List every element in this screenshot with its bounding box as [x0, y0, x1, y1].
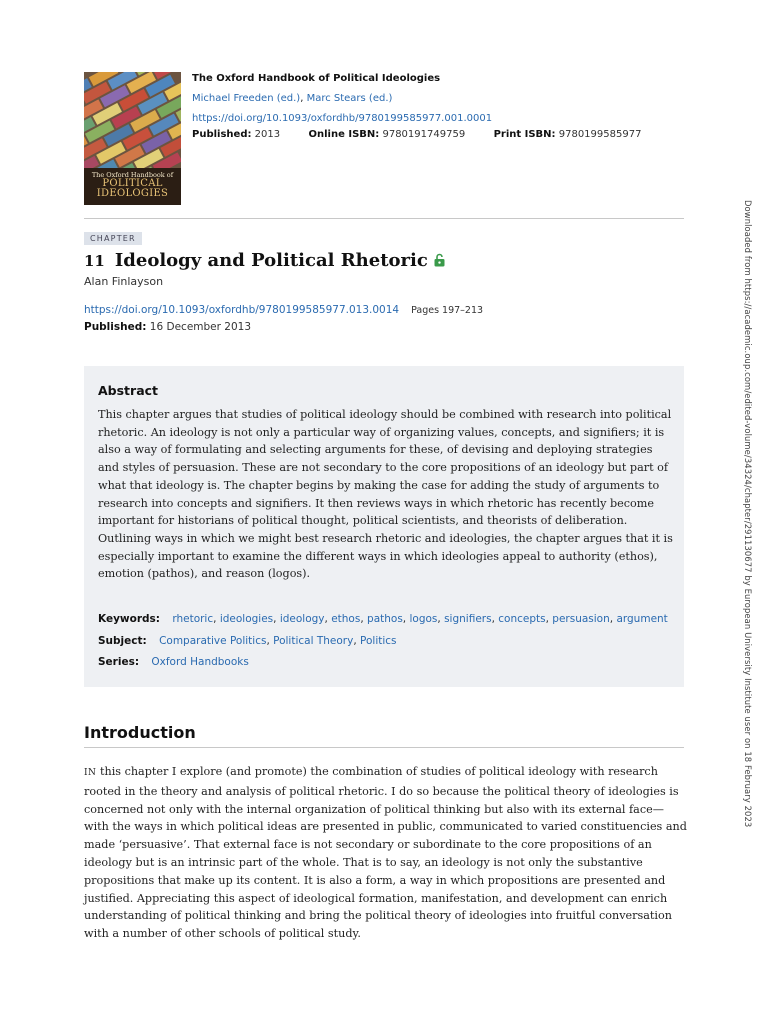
chapter-doi-row	[84, 304, 483, 316]
header-divider	[84, 218, 684, 219]
list-separator: ,	[491, 613, 499, 625]
book-doi-link[interactable]: https://doi.org/10.1093/oxfordhb/9780199585977.001.0001	[192, 113, 493, 124]
list-separator: ,	[609, 613, 617, 625]
subject-row	[98, 635, 397, 647]
book-publication-info	[192, 128, 641, 142]
introduction-text: this chapter I explore (and promote) the combination of studies of political ideology with research rooted in the theory and analysis of political rhetoric. I do so because the political theory of ideologies is concerned not only with the internal organization of political thinking but also with its external face—with the ways in which political ideas are presented in public, communicated to varied constituencies and made ‘persuasive’. That external face is not secondary or subordinate to the core propositions of an ideology but is an intrinsic part of the whole. That is to say, an ideology is not only the substantive propositions that make up its content. It is also a form, a way in which propositions are presented and justified. Appreciating this aspect of ideological formation, manifestation, and development can enrich understanding of political thinking and bring the political theory of ideologies into fruitful conversation with a number of other schools of political study.	[84, 765, 687, 941]
chapter-published-value: 16 December 2013	[149, 321, 252, 333]
cover-subtitle: The Oxford Handbook of	[91, 171, 174, 179]
editor-link-stears[interactable]: Marc Stears (ed.)	[306, 93, 393, 104]
keyword-link[interactable]: pathos	[367, 613, 403, 625]
list-separator: ,	[402, 613, 410, 625]
subject-link[interactable]: Politics	[360, 635, 397, 647]
series-list	[151, 656, 248, 668]
subject-label: Subject:	[98, 635, 147, 647]
chapter-doi-link[interactable]: https://doi.org/10.1093/oxfordhb/9780199585977.013.0014	[84, 304, 400, 316]
keyword-link[interactable]: persuasion	[552, 613, 610, 625]
editor-link-freeden[interactable]: Michael Freeden (ed.)	[192, 93, 301, 104]
cover-title-block	[84, 168, 181, 205]
cover-title-line2: IDEOLOGIES	[96, 188, 169, 199]
chapter-badge: CHAPTER	[84, 232, 142, 245]
chapter-author[interactable]: Alan Finlayson	[84, 275, 164, 288]
book-metadata	[192, 72, 641, 142]
keyword-link[interactable]: rhetoric	[172, 613, 214, 625]
chapter-published-label: Published:	[84, 321, 147, 333]
chapter-title-text: Ideology and Political Rhetoric	[114, 250, 428, 271]
abstract-panel	[84, 366, 684, 687]
series-link[interactable]: Oxford Handbooks	[151, 656, 249, 668]
introduction-paragraph	[84, 763, 688, 943]
keywords-list	[172, 613, 667, 625]
keyword-link[interactable]: ideologies	[219, 613, 274, 625]
list-separator: ,	[545, 613, 553, 625]
series-row	[98, 656, 249, 668]
print-isbn-value: 9780199585977	[558, 129, 642, 140]
abstract-heading: Abstract	[98, 383, 159, 398]
book-published-value: 2013	[254, 129, 281, 140]
list-separator: ,	[266, 635, 274, 647]
list-separator: ,	[353, 635, 361, 647]
introduction-divider	[84, 747, 684, 748]
cover-title-line1: POLITICAL	[102, 178, 163, 189]
subject-list	[159, 635, 396, 647]
keyword-link[interactable]: ideology	[279, 613, 325, 625]
online-isbn-label: Online ISBN:	[308, 129, 380, 140]
chapter-published	[84, 321, 251, 333]
chapter-pages: Pages 197–213	[411, 305, 484, 316]
introduction-heading: Introduction	[84, 723, 196, 742]
print-isbn-label: Print ISBN:	[493, 129, 556, 140]
book-title[interactable]: The Oxford Handbook of Political Ideologies	[192, 73, 441, 84]
book-header	[84, 72, 684, 207]
keyword-link[interactable]: argument	[616, 613, 668, 625]
book-cover-image[interactable]	[84, 72, 181, 205]
list-separator: ,	[437, 613, 445, 625]
list-separator: ,	[213, 613, 220, 625]
keywords-label: Keywords:	[98, 613, 160, 625]
download-notice: Downloaded from https://academic.oup.com/edited-volume/34324/chapter/291130677 by European University Institute user on 18 February 2023	[743, 200, 753, 828]
online-isbn-value: 9780191749759	[382, 129, 466, 140]
subject-link[interactable]: Comparative Politics	[159, 635, 267, 647]
list-separator: ,	[324, 613, 332, 625]
chapter-number: 11	[84, 252, 105, 270]
keyword-link[interactable]: logos	[409, 613, 438, 625]
subject-link[interactable]: Political Theory	[273, 635, 354, 647]
book-editors	[192, 92, 641, 106]
keywords-row	[98, 613, 668, 625]
open-access-lock-icon	[434, 251, 445, 272]
keyword-link[interactable]: ethos	[331, 613, 361, 625]
book-published-label: Published:	[192, 129, 252, 140]
list-separator: ,	[360, 613, 368, 625]
introduction-lead: IN	[84, 768, 97, 778]
book-doi-row	[192, 112, 641, 126]
keyword-link[interactable]: concepts	[498, 613, 546, 625]
series-label: Series:	[98, 656, 140, 668]
editor-separator: ,	[300, 93, 307, 104]
chapter-title	[84, 250, 445, 272]
cover-brick-pattern	[84, 72, 181, 168]
abstract-text: This chapter argues that studies of political ideology should be combined with research into political rhetoric. An ideology is not only a particular way of organizing values, concepts, and signifiers; it is also a way of formulating and selecting arguments for these, of devising and deploying strategies and styles of persuasion. These are not secondary to the core propositions of an ideology but part of what that ideology is. The chapter begins by making the case for adding the study of arguments to research into concepts and signifiers. It then reviews ways in which rhetoric has recently become important for historians of political thought, political scientists, and theorists of deliberation. Outlining ways in which we might best research rhetoric and ideologies, the chapter argues that it is especially important to examine the different ways in which ideologies appeal to authority (ethos), emotion (pathos), and reason (logos).	[98, 408, 673, 581]
keyword-link[interactable]: signifiers	[444, 613, 492, 625]
list-separator: ,	[273, 613, 280, 625]
